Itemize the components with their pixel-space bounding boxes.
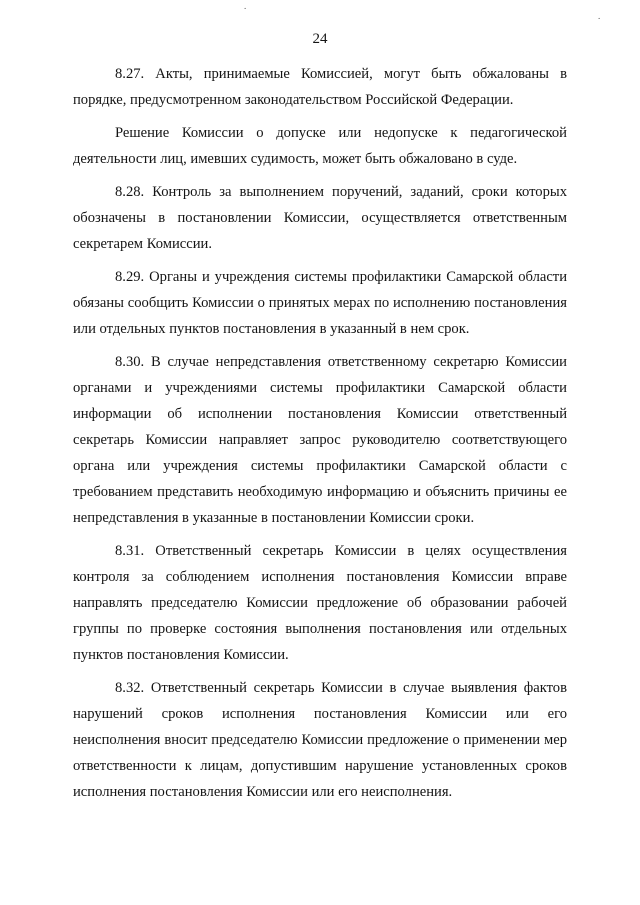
paragraph-8-32: 8.32. Ответственный секретарь Комиссии в случае выявления фактов нарушений сроков исполнения постановления Комиссии или его неисполнения вносит председателю Комиссии предложение о применении мер ответственности к лицам, допустившим нарушение установленных сроков исполнения постановления Комиссии или его неисполнения. (73, 680, 567, 800)
paragraph-8-27-appeal: Решение Комиссии о допуске или недопуске к педагогической деятельности лиц, имевших судимость, может быть обжаловано в суде. (73, 125, 567, 167)
page-number: 24 (312, 31, 328, 47)
document-body (73, 61, 567, 812)
paragraph-8-28: 8.28. Контроль за выполнением поручений, заданий, сроки которых обозначены в постановлении Комиссии, осуществляется ответственным секретарем Комиссии. (73, 184, 567, 252)
paragraph-8-30: 8.30. В случае непредставления ответственному секретарю Комиссии органами и учреждениями системы профилактики Самарской области информации об исполнении постановления Комиссии ответственный секретарь Комиссии направляет запрос руководителю соответствующего органа или учреждения системы профилактики Самарской области с требованием представить необходимую информацию и объяснить причины ее непредставления в указанные в постановлении Комиссии сроки. (73, 354, 567, 526)
paragraph-8-27: 8.27. Акты, принимаемые Комиссией, могут быть обжалованы в порядке, предусмотренном законодательством Российской Федерации. (73, 66, 567, 108)
scan-speck: . (244, 1, 247, 11)
paragraph-8-31: 8.31. Ответственный секретарь Комиссии в целях осуществления контроля за соблюдением исполнения постановления Комиссии вправе направлять председателю Комиссии предложение об образовании рабочей группы по проверке состояния выполнения постановления или отдельных пунктов постановления Комиссии. (73, 543, 567, 663)
paragraph-8-29: 8.29. Органы и учреждения системы профилактики Самарской области обязаны сообщить Комиссии о принятых мерах по исполнению постановления или отдельных пунктов постановления в указанный в нем срок. (73, 269, 567, 337)
scan-speck: . (598, 11, 601, 21)
